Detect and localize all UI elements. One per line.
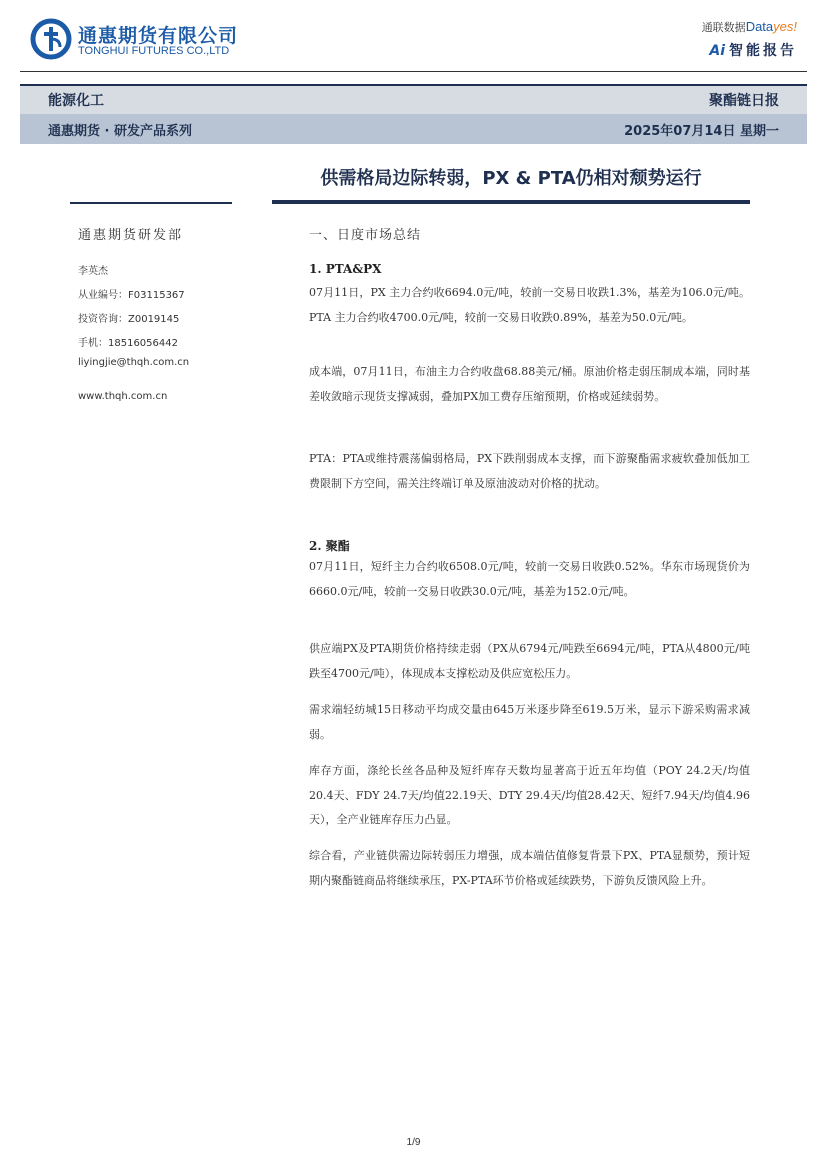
sector-band (20, 84, 807, 114)
ai-text: 智能报告 (729, 43, 797, 59)
section-heading: 一、日度市场总结 (309, 228, 422, 243)
report-body (309, 224, 750, 887)
subsection-heading-polyester: 2. 聚酯 (309, 539, 350, 553)
series-band (20, 114, 807, 144)
paragraph-inventory: 库存方面，涤纶长丝各品种及短纤库存天数均显著高于近五年均值（POY 24.2天/均值20.4天、FDY 24.7天/均值22.19天、DTY 29.4天/均值28.42天、短纤7.94天/均值4.96天），全产业链库存压力凸显。 (309, 764, 750, 826)
report-date: 2025年07月14日 星期一 (624, 123, 779, 139)
company-name-cn: 通惠期货有限公司 (78, 25, 239, 47)
paragraph-px-pta-price: 07月11日，PX 主力合约收6694.0元/吨，较前一交易日收跌1.3%，基差为106.0元/吨。PTA 主力合约收4700.0元/吨，较前一交易日收跌0.89%，基差为50.0元/吨。 (309, 286, 750, 324)
header-divider (20, 71, 807, 72)
phone-number: 手机：18516056442 (78, 338, 178, 349)
page-number: 1/9 (406, 1137, 421, 1148)
company-logo-icon (30, 18, 72, 60)
sector-label: 能源化工 (48, 93, 104, 109)
series-label: 通惠期货 · 研发产品系列 (48, 123, 192, 139)
ai-tag: Ai (709, 43, 725, 59)
title-divider (272, 200, 750, 204)
report-title: 供需格局边际转弱，PX & PTA仍相对颓势运行 (320, 168, 702, 189)
paragraph-staple-fiber: 07月11日，短纤主力合约收6508.0元/吨，较前一交易日收跌0.52%。华东市场现货价为6660.0元/吨，较前一交易日收跌30.0元/吨，基差为152.0元/吨。 (309, 560, 750, 598)
analyst-name: 李英杰 (78, 266, 108, 277)
page-header (0, 0, 827, 80)
website-link[interactable]: www.thqh.com.cn (78, 391, 168, 402)
datayes-yes: yes! (773, 19, 797, 34)
datayes-cn: 通联数据 (701, 21, 746, 34)
paragraph-demand: 需求端轻纺城15日移动平均成交量由645万米逐步降至619.5万米，显示下游采购需求减弱。 (309, 703, 750, 741)
subsection-heading-pta-px: 1. PTA&PX (309, 262, 382, 276)
sidebar-divider (70, 202, 232, 204)
author-sidebar (78, 224, 238, 402)
department-name: 通惠期货研发部 (78, 228, 184, 243)
paragraph-pta-outlook: PTA：PTA或维持震荡偏弱格局，PX下跌削弱成本支撑，而下游聚酯需求疲软叠加低加工费限制下方空间，需关注终端订单及原油波动对价格的扰动。 (309, 452, 750, 490)
ai-report-logo (709, 40, 797, 60)
datayes-logo (702, 19, 797, 35)
license-number: 从业编号：F03115367 (78, 290, 185, 301)
datayes-en: Data (745, 19, 774, 34)
company-name-en: TONGHUI FUTURES CO.,LTD (78, 45, 230, 57)
advisor-number: 投资咨询：Z0019145 (78, 314, 180, 325)
report-type-label: 聚酯链日报 (709, 93, 779, 109)
paragraph-cost: 成本端，07月11日，布油主力合约收盘68.88美元/桶。原油价格走弱压制成本端，同时基差收敛暗示现货支撑减弱，叠加PX加工费存压缩预期，价格或延续弱势。 (309, 365, 750, 403)
paragraph-summary: 综合看，产业链供需边际转弱压力增强，成本端估值修复背景下PX、PTA显颓势，预计短期内聚酯链商品将继续承压，PX-PTA环节价格或延续跌势，下游负反馈风险上升。 (309, 849, 750, 887)
paragraph-supply: 供应端PX及PTA期货价格持续走弱（PX从6794元/吨跌至6694元/吨，PTA从4800元/吨跌至4700元/吨），体现成本支撑松动及供应宽松压力。 (309, 642, 750, 680)
email-link[interactable]: liyingjie@thqh.com.cn (78, 357, 190, 368)
